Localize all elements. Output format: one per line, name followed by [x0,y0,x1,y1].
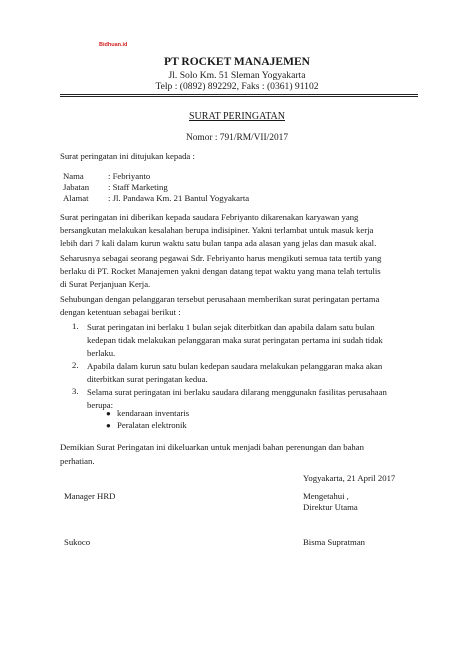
list-number: 1. [72,321,79,331]
address-label: Alamat [63,193,89,203]
list-item-line: berupa: [87,400,114,410]
name-label: Nama [63,171,84,181]
position-label: Jabatan [63,182,90,192]
letter-title: SURAT PERINGATAN [189,111,285,122]
list-number: 2. [72,360,79,370]
list-item-line: Selama surat peringatan ini berlaku saudara dilarang menggunakn fasilitas perusahaan [87,387,387,397]
letter-number: Nomor : 791/RM/VII/2017 [185,133,289,143]
name-value: : Febriyanto [108,171,151,181]
paragraph-line: Seharusnya sebagai seorang pegawai Sdr. Febriyanto harus mengikuti semua tata tertib yang [60,253,382,263]
signer-left-name: Sukoco [64,537,91,547]
header-divider-top [60,94,418,95]
place-date: Yogyakarta, 21 April 2017 [303,473,396,483]
facility-item: kendaraan inventaris [117,408,190,418]
company-address: Jl. Solo Km. 51 Sleman Yogyakarta [168,70,306,81]
facility-item: Peralatan elektronik [117,420,187,430]
list-number: 3. [72,386,79,396]
paragraph-line: di Surat Perjanjuan Kerja. [60,279,151,289]
closing-line: perhatian. [60,456,95,466]
list-item-line: kedepan tidak melakukan pelanggaran maka surat peringatan pertama ini sudah tidak [87,335,383,345]
closing-line: Demikian Surat Peringatan ini dikeluarkan untuk menjadi bahan perenungan dan bahan [60,442,364,452]
list-item-line: berlaku. [87,348,116,358]
position-value: : Staff Marketing [108,182,168,192]
list-item-line: diterbitkan surat peringatan kedua. [87,374,208,384]
company-phone: Telp : (0892) 892292, Faks : (0361) 91102 [155,81,319,92]
signer-right-position: Direktur Utama [303,502,358,512]
address-value: : Jl. Pandawa Km. 21 Bantul Yogyakarta [108,193,250,203]
watermark-logo: Bidhuan.id [99,42,128,48]
signer-right-title: Mengetahui , [303,491,349,501]
paragraph-line: berlaku di PT. Rocket Manajemen yakni dengan datang tepat waktu yang mana telah tertulis [60,266,381,276]
bullet-icon: ● [106,421,111,430]
company-name: PT ROCKET MANAJEMEN [164,56,310,68]
paragraph-line: Surat peringatan ini diberikan kepada saudara Febriyanto dikarenakan karyawan yang [60,212,359,222]
header-divider-bottom [60,96,418,97]
paragraph-line: Sehubungan dengan pelanggaran tersebut perusahaan memberikan surat peringatan pertama [60,294,380,304]
intro-text: Surat peringatan ini ditujukan kepada : [60,151,195,161]
signer-left-title: Manager HRD [64,491,116,501]
bullet-icon: ● [106,409,111,418]
paragraph-line: bersangkutan melakukan kesalahan berupa indisipiner. Yakni terlambat untuk masuk kerja [60,225,374,235]
list-item-line: Apabila dalam kurun satu bulan kedepan saudara melakukan pelanggaran maka akan [87,361,383,371]
signer-right-name: Bisma Supratman [303,537,366,547]
paragraph-line: lebih dari 7 kali dalam kurun waktu satu bulan tanpa ada alasan yang jelas dan masuk akal. [60,238,377,248]
list-item-line: Surat peringatan ini berlaku 1 bulan sejak diterbitkan dan apabila dalam satu bulan [87,322,375,332]
paragraph-line: dengan ketentuan sebagai berikut : [60,307,181,317]
